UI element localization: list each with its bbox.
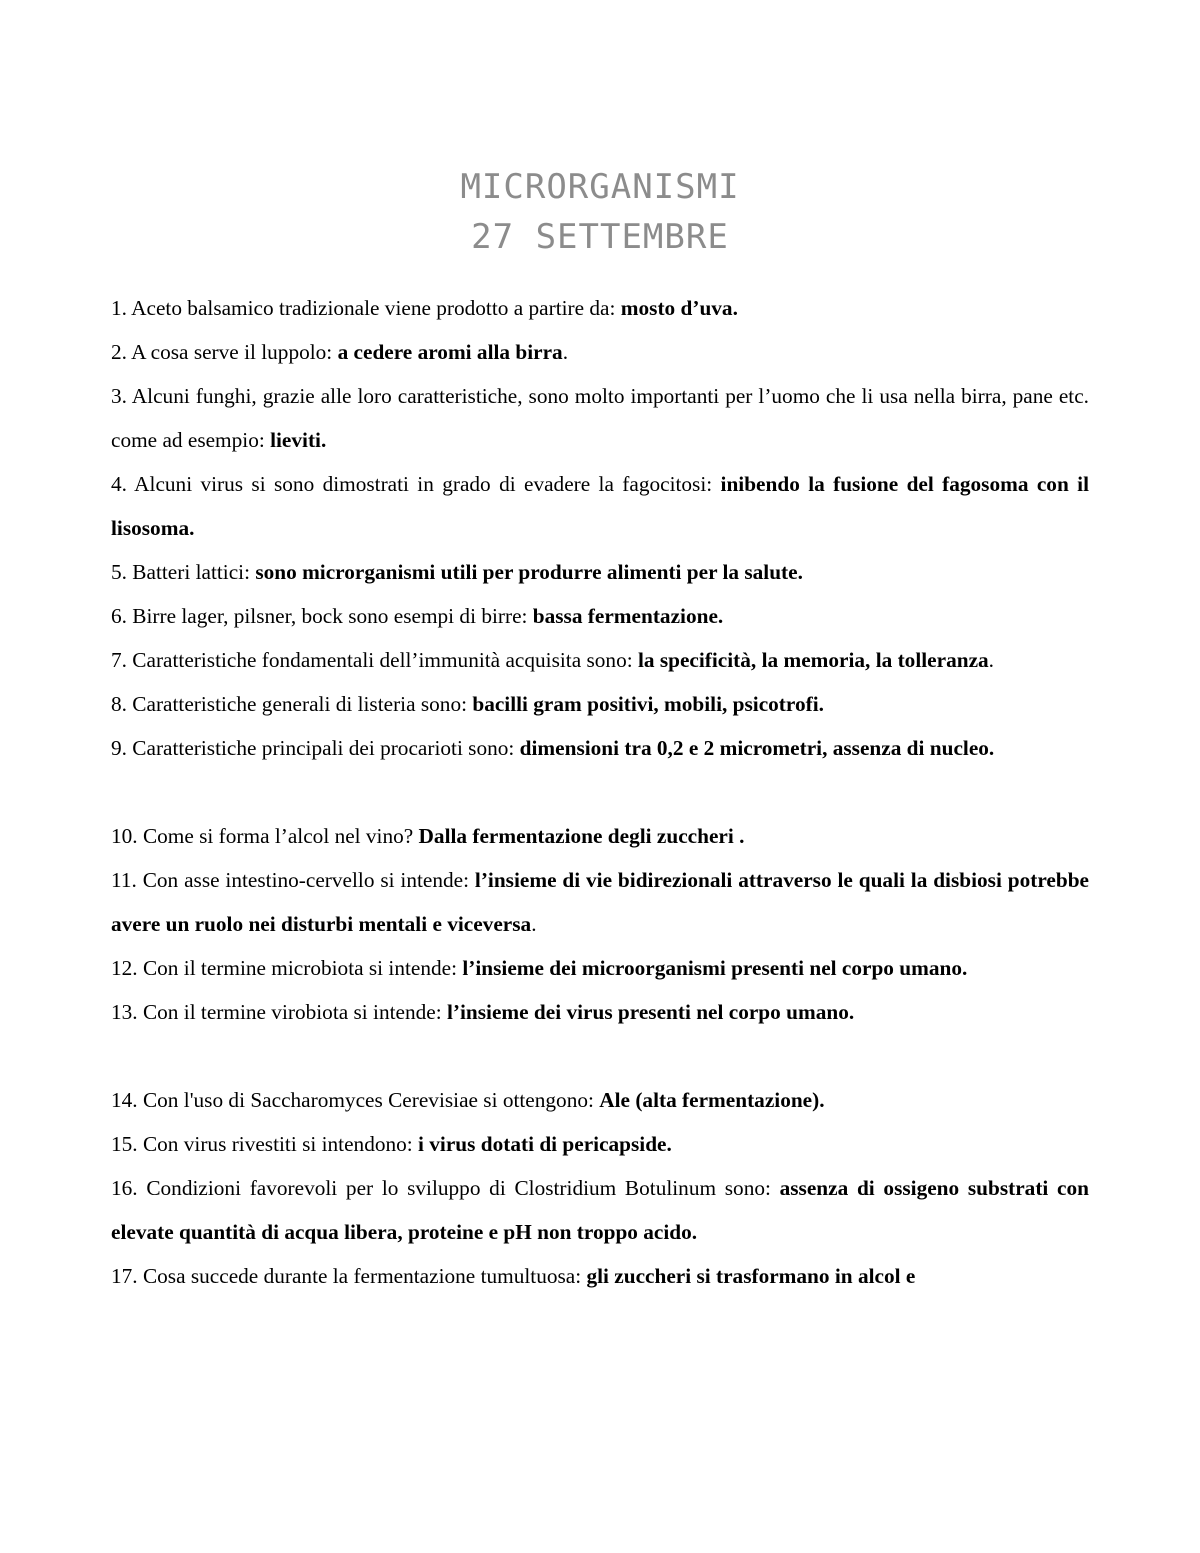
question-text: 16. Condizioni favorevoli per lo sviluppo di Clostridium Botulinum sono: (111, 1176, 780, 1200)
question-text: 14. Con l'uso di Saccharomyces Cerevisiae si ottengono: (111, 1088, 600, 1112)
question-item-8 (111, 682, 1089, 726)
answer-text: Dalla fermentazione degli zuccheri . (418, 824, 745, 848)
question-item-3 (111, 374, 1089, 462)
question-text: 6. Birre lager, pilsner, bock sono esempi di birre: (111, 604, 533, 628)
answer-text: mosto d’uva. (620, 296, 738, 320)
question-text: 4. Alcuni virus si sono dimostrati in grado di evadere la fagocitosi: (111, 472, 721, 496)
question-item-17 (111, 1254, 1089, 1298)
question-text: 8. Caratteristiche generali di listeria sono: (111, 692, 473, 716)
question-text: 13. Con il termine virobiota si intende: (111, 1000, 447, 1024)
answer-text: l’insieme di vie bidirezionali attraverso le quali la disbiosi potrebbe avere un ruolo nei disturbi mentali e viceversa (111, 868, 1090, 936)
answer-text: bassa fermentazione. (532, 604, 724, 628)
answer-suffix: . (531, 912, 537, 936)
answer-text: sono microrganismi utili per produrre alimenti per la salute. (255, 560, 803, 584)
answer-text: i virus dotati di pericapside. (418, 1132, 672, 1156)
answer-text: a cedere aromi alla birra (337, 340, 563, 364)
answer-text: lieviti. (270, 428, 327, 452)
question-item-5 (111, 550, 1089, 594)
answer-text: inibendo la fusione del fagosoma con il lisosoma. (111, 472, 1089, 540)
question-item-15 (111, 1122, 1089, 1166)
question-item-6 (111, 594, 1089, 638)
question-item-16 (111, 1166, 1089, 1254)
question-text: 1. Aceto balsamico tradizionale viene prodotto a partire da: (111, 296, 621, 320)
answer-text: la specificità, la memoria, la tolleranza (637, 648, 989, 672)
question-text: 15. Con virus rivestiti si intendono: (111, 1132, 419, 1156)
question-text: 9. Caratteristiche principali dei procarioti sono: (111, 736, 520, 760)
question-text: 2. A cosa serve il luppolo: (111, 340, 338, 364)
question-item-9 (111, 726, 1089, 770)
answer-text: Ale (alta fermentazione). (599, 1088, 825, 1112)
answer-text: l’insieme dei microorganismi presenti nel corpo umano. (462, 956, 968, 980)
question-item-7 (111, 638, 1089, 682)
answer-suffix: . (988, 648, 994, 672)
question-text: 11. Con asse intestino-cervello si intende: (111, 868, 475, 892)
answer-suffix: . (562, 340, 569, 364)
answer-text: assenza di ossigeno substrati con elevate quantità di acqua libera, proteine e pH non troppo acido. (111, 1176, 1090, 1244)
question-item-12 (111, 946, 1089, 990)
question-item-10 (111, 814, 1089, 858)
question-text: 5. Batteri lattici: (111, 560, 256, 584)
question-text: 17. Cosa succede durante la fermentazione tumultuosa: (111, 1264, 587, 1288)
question-item-4 (111, 462, 1089, 550)
answer-text: l’insieme dei virus presenti nel corpo umano. (446, 1000, 855, 1024)
question-item-2 (111, 330, 1089, 374)
question-list (111, 286, 1089, 1298)
question-text: 12. Con il termine microbiota si intende: (111, 956, 463, 980)
question-item-11 (111, 858, 1089, 946)
answer-text: dimensioni tra 0,2 e 2 micrometri, assenza di nucleo. (519, 736, 995, 760)
answer-text: bacilli gram positivi, mobili, psicotrofi. (472, 692, 824, 716)
question-text: 7. Caratteristiche fondamentali dell’immunità acquisita sono: (111, 648, 638, 672)
question-item-14 (111, 1078, 1089, 1122)
document-date: 27 SETTEMBRE (471, 217, 729, 257)
answer-text: gli zuccheri si trasformano in alcol e (586, 1264, 916, 1288)
document-title: MICRORGANISMI (460, 167, 740, 207)
question-text: 3. Alcuni funghi, grazie alle loro caratteristiche, sono molto importanti per l’uomo che li usa nella birra, pane etc. come ad esempio: (111, 384, 1089, 452)
question-item-1 (111, 286, 1089, 330)
question-text: 10. Come si forma l’alcol nel vino? (111, 824, 419, 848)
question-item-13 (111, 990, 1089, 1034)
